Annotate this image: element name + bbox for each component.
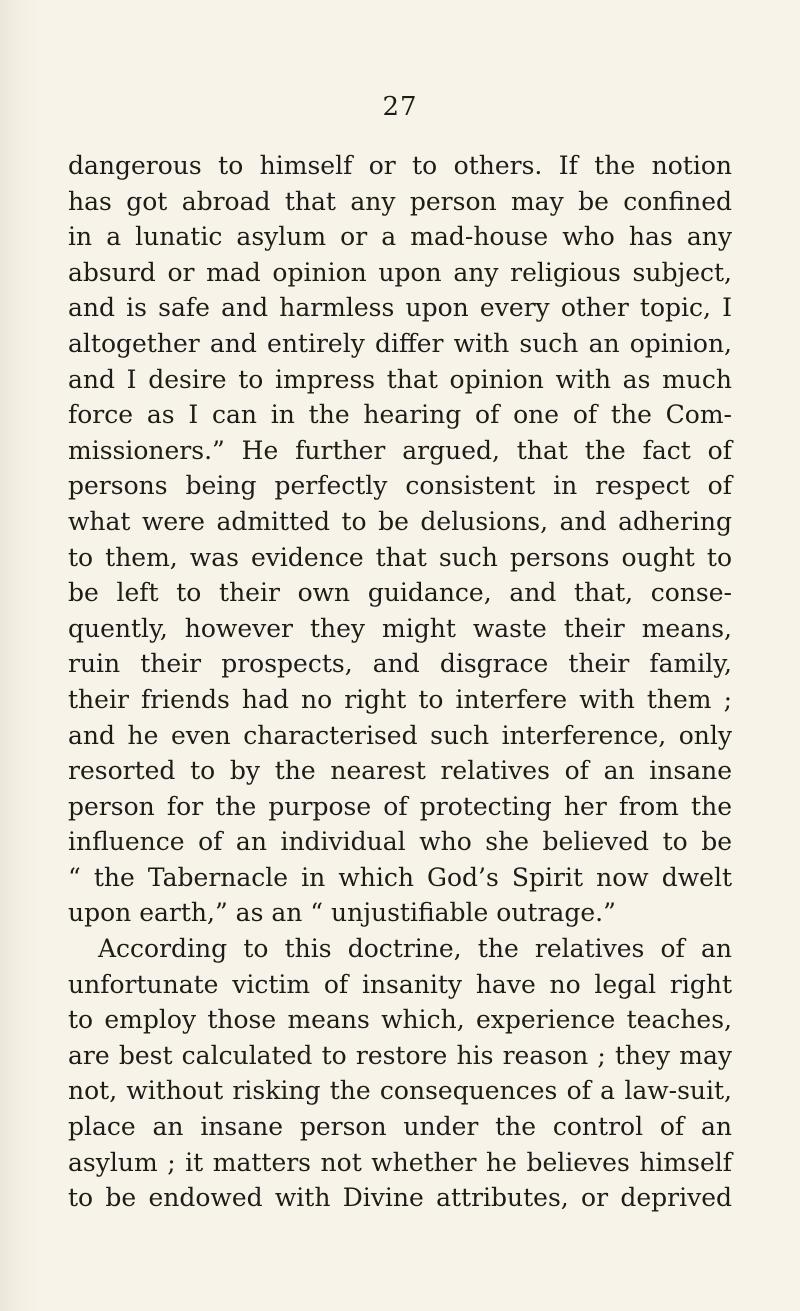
- page-number: 27: [382, 92, 418, 122]
- text-line: unfortunate victim of insanity have no legal right: [68, 969, 732, 999]
- text-line: person for the purpose of protecting her from the: [68, 791, 732, 821]
- text-line: and I desire to impress that opinion with as much: [68, 364, 732, 394]
- text-line: influence of an individual who she believed to be: [68, 827, 732, 857]
- text-line: missioners.” He further argued, that the fact of: [68, 435, 732, 465]
- text-line: not, without risking the consequences of a law-suit,: [68, 1076, 732, 1106]
- body-text: [68, 148, 732, 1216]
- text-line: quently, however they might waste their means,: [68, 613, 732, 643]
- text-line: are best calculated to restore his reason ; they may: [68, 1040, 732, 1070]
- text-line: to be endowed with Divine attributes, or deprived: [68, 1183, 732, 1213]
- text-line: to them, was evidence that such persons ought to: [68, 542, 732, 572]
- text-line: dangerous to himself or to others. If the notion: [68, 151, 732, 180]
- text-line: and he even characterised such interference, only: [68, 720, 732, 750]
- text-line: be left to their own guidance, and that, conse-: [68, 578, 732, 608]
- text-line: has got abroad that any person may be confined: [68, 186, 732, 216]
- text-line: their friends had no right to interfere with them ;: [68, 684, 732, 714]
- text-line: resorted to by the nearest relatives of an insane: [68, 756, 732, 786]
- text-line: ruin their prospects, and disgrace their family,: [68, 649, 732, 679]
- text-line: absurd or mad opinion upon any religious subject,: [68, 257, 732, 287]
- text-line: what were admitted to be delusions, and adhering: [68, 506, 732, 536]
- text-line: persons being perfectly consistent in respect of: [68, 471, 732, 501]
- text-line: place an insane person under the control of an: [68, 1112, 732, 1142]
- text-line: altogether and entirely differ with such an opinion,: [68, 328, 732, 358]
- text-line: and is safe and harmless upon every other topic, I: [68, 293, 732, 323]
- paragraph-start-line: According to this doctrine, the relatives of an: [98, 934, 732, 964]
- text-line: in a lunatic asylum or a mad-house who has any: [68, 222, 732, 252]
- text-line: force as I can in the hearing of one of the Com-: [68, 400, 732, 430]
- text-line: “ the Tabernacle in which God’s Spirit now dwelt: [68, 862, 732, 892]
- text-line: asylum ; it matters not whether he believes himself: [68, 1147, 732, 1177]
- text-line: to employ those means which, experience teaches,: [68, 1005, 732, 1035]
- paragraph-end-line: upon earth,” as an “ unjustifiable outrage.”: [68, 898, 616, 928]
